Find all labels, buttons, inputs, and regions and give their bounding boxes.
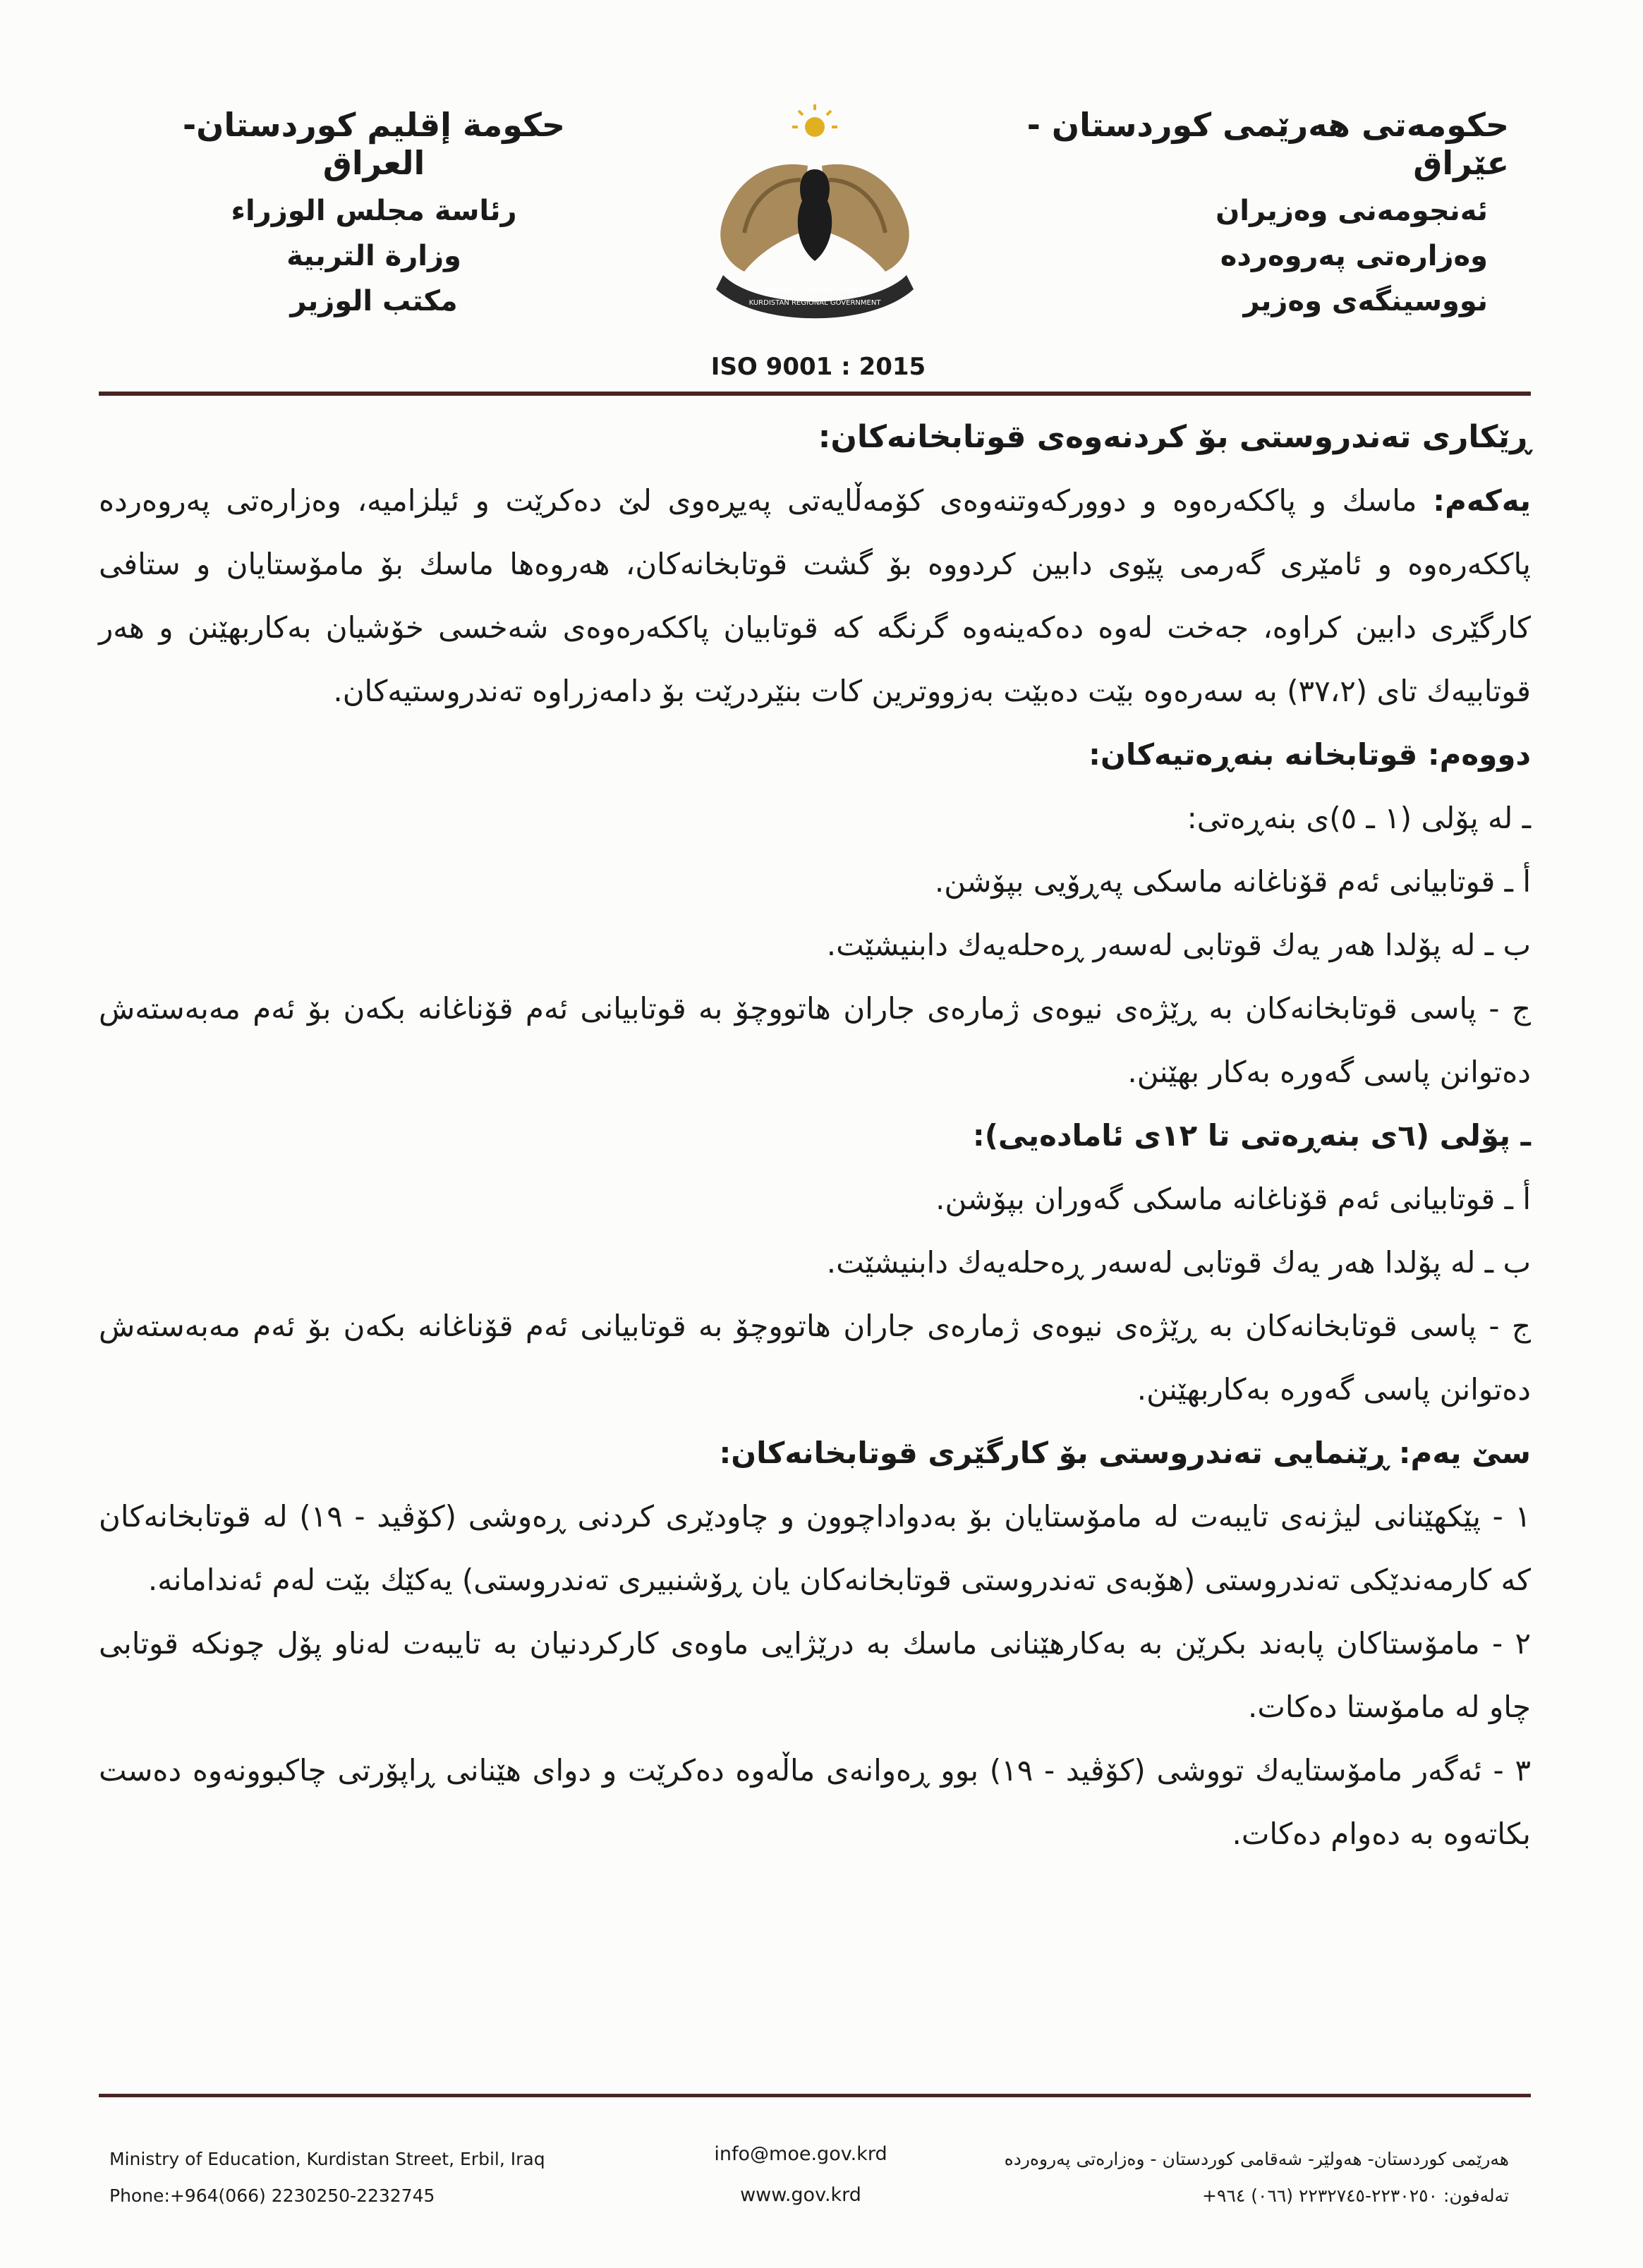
section-third-item-2: ٢ - مامۆستاکان پابەند بکرێن بە بەکارهێنانی ماسك بە درێژایی ماوەی کارکردنیان بە تایبەت لەناو پۆل چونکە قوتابی چاو لە مامۆستا دەکات. [99, 1626, 1531, 1724]
grade-group-1-heading: ـ لە پۆلی (١ ـ ٥)ی بنەڕەتی: [1187, 801, 1531, 835]
header-kurdish-line2: ئەنجومەنی وەزیران [1215, 195, 1488, 227]
header-arabic-line2: رئاسة مجلس الوزراء [231, 195, 517, 227]
header-kurdish-line1: حکومەتی هەرێمی کوردستان - عێراق [1026, 106, 1509, 182]
grade-group-2-item-a: أ ـ قوتابیانی ئەم قۆناغانە ماسکی گەوران بپۆشن. [935, 1182, 1531, 1216]
footer-contact [695, 2134, 907, 2216]
section-first-label: یەکەم: [1433, 483, 1531, 518]
section-first [99, 469, 1531, 723]
header-kurdish-line3: وەزارەتی پەروەردە [1220, 240, 1488, 272]
grade-group-2-heading: ـ پۆلی (٦ی بنەڕەتی تا ١٢ی ئامادەیی): [972, 1118, 1531, 1153]
document-title: ڕێکاری تەندروستی بۆ کردنەوەی قوتابخانەکان: [818, 419, 1531, 455]
footer-address-ku: هەرێمی کوردستان- هەولێر- شەقامی کوردستان - وەزارەتی پەروەردە [1004, 2149, 1509, 2169]
grade-group-2-item-b: ب ـ لە پۆلدا هەر یەك قوتابی لەسەر ڕەحلەیەك دابنیشێت. [826, 1245, 1531, 1280]
footer-english [109, 2141, 545, 2214]
footer-phone-ku: تەلەفون: ٢٢٣٠٢٥٠-٢٢٣٢٧٤٥ (٠٦٦) ٩٦٤+ [1202, 2185, 1509, 2206]
section-third-item-3: ٣ - ئەگەر مامۆستایەك تووشی (کۆڤید - ١٩) بوو ڕەوانەی ماڵەوە دەکرێت و دوای هێنانی ڕاپۆرتی چاکبوونەوە دەست بکاتەوە بە دەوام دەکات. [99, 1753, 1531, 1851]
header-arabic-line1: حكومة إقليم كوردستان- العراق [183, 106, 565, 182]
grade-group-2-item-c: ج - پاسی قوتابخانەکان بە ڕێژەی نیوەی ژمارەی جاران هاتووچۆ بە قوتابیانی ئەم قۆناغانە بکەن بۆ ئەم مەبەستەش دەتوانن پاسی گەورە بەکاربهێنن. [99, 1309, 1531, 1407]
document-body [99, 406, 1531, 1866]
grade-group-1-item-a: أ ـ قوتابیانی ئەم قۆناغانە ماسکی پەڕۆیی بپۆشن. [934, 864, 1531, 899]
emblem-caption-ku: حكومەتی هەرێمی کوردستان [760, 283, 869, 293]
grade-group-1-item-c: ج - پاسی قوتابخانەکان بە ڕێژەی نیوەی ژمارەی جاران هاتووچۆ بە قوتابیانی ئەم قۆناغانە بکەن بۆ ئەم مەبەستەش دەتوانن پاسی گەورە بەکار بهێنن. [99, 991, 1531, 1089]
section-third-title: سێ یەم: ڕێنمایی تەندروستی بۆ کارگێری قوتابخانەکان: [719, 1436, 1531, 1470]
krg-emblem-icon [695, 99, 935, 332]
header-kurdish-line4: نووسینگەی وەزیر [1243, 285, 1488, 317]
eagle-body-shape [798, 169, 832, 261]
section-first-text: ماسك و پاککەرەوە و دوورکەوتنەوەی کۆمەڵایەتی پەیڕەوی لێ دەکرێت و ئیلزامیە، وەزارەتی پەروەردە پاککەرەوە و ئامێری گەرمی پێوی دابین کردووە بۆ گشت قوتابخانەکان، هەروەها ماسك بۆ مامۆستایان و ستافی کارگێری دابین کراوە، جەخت لەوە دەکەینەوە گرنگە کە قوتابیان پاککەرەوەی شەخسی خۆشیان بەکاربهێنن و هەر قوتابیەك تای (٣٧،٢) بە سەرەوە بێت دەبێت بەزووترین کات بنێردرێت بۆ دامەزراوە تەندروستیەکان. [99, 483, 1531, 708]
section-second-title: دووەم: قوتابخانە بنەڕەتیەکان: [1089, 737, 1531, 772]
footer-address-en: Ministry of Education, Kurdistan Street, Erbil, Iraq [109, 2149, 545, 2169]
iso-label: ISO 9001 : 2015 [710, 353, 926, 381]
footer-kurdish [973, 2141, 1509, 2214]
footer-website-link[interactable]: www.gov.krd [740, 2184, 861, 2206]
header-arabic-line3: وزارة التربية [286, 240, 461, 272]
header-divider [99, 392, 1531, 396]
footer-email-link[interactable]: info@moe.gov.krd [714, 2143, 887, 2165]
sun-icon [792, 104, 837, 137]
header-kurdish [973, 106, 1509, 330]
header-arabic [127, 106, 621, 330]
grade-group-1-item-b: ب ـ لە پۆلدا هەر یەك قوتابی لەسەر ڕەحلەیەك دابنیشێت. [826, 928, 1531, 962]
section-third-item-1: ١ - پێکهێنانی لیژنەی تایبەت لە مامۆستایان بۆ بەدواداچوون و چاودێری کردنی ڕەوشی (کۆڤید - ١٩) لە قوتابخانەکان کە کارمەندێکی تەندروستی (هۆبەی تەندروستی قوتابخانەکان یان ڕۆشنبیری تەندروستی) یەکێك بێت لەم ئەندامانە. [99, 1499, 1531, 1597]
footer-phone-en: Phone:+964(066) 2230250-2232745 [109, 2185, 435, 2206]
header-arabic-line4: مكتب الوزير [290, 285, 458, 317]
footer-divider [99, 2094, 1531, 2097]
emblem-caption-en: KURDISTAN REGIONAL GOVERNMENT [748, 299, 881, 307]
